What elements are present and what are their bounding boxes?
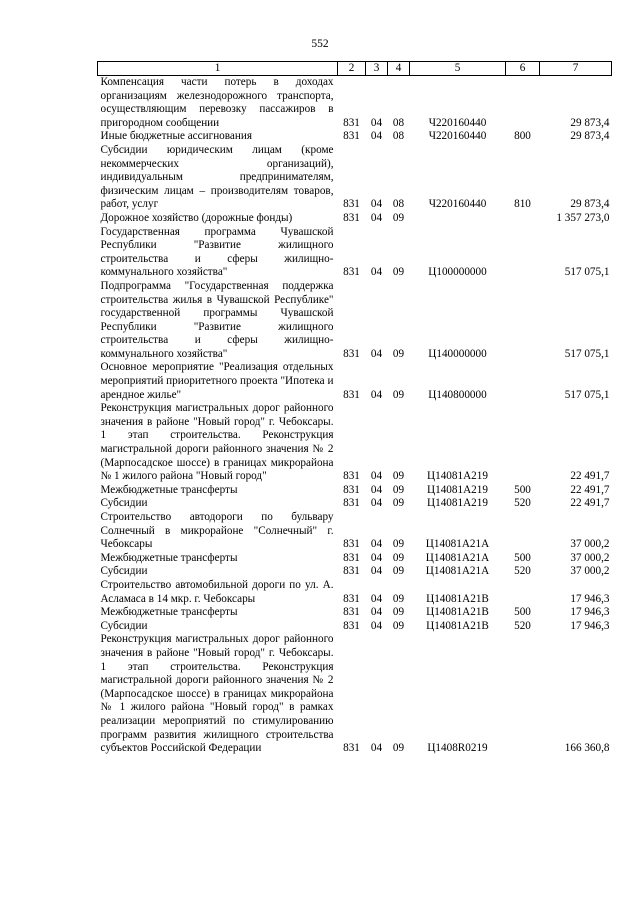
row-ministry-code: 831 [343, 551, 360, 564]
row-ministry-code: 831 [343, 538, 360, 551]
row-target-code: Ц14081А219 [427, 497, 488, 510]
row-expense-type: 500 [514, 606, 531, 619]
table-row [98, 606, 612, 620]
row-expense-type [506, 76, 540, 131]
row-name: Строительство автомобильной дороги по ул. А. Асламаса в 14 мкр. г. Чебоксары [100, 578, 334, 605]
row-section-code: 04 [370, 551, 383, 564]
col-header-3: 3 [366, 62, 388, 76]
row-subsection-code: 09 [392, 742, 405, 755]
row-ministry-code: 831 [343, 130, 360, 143]
row-expense-type [506, 402, 540, 484]
row-ministry-code: 831 [343, 211, 360, 224]
row-subsection-code: 09 [392, 538, 405, 551]
row-section-code: 04 [370, 565, 383, 578]
row-section-code: 04 [370, 470, 383, 483]
row-amount: 22 491,7 [570, 497, 610, 510]
row-section-code: 04 [370, 198, 383, 211]
row-ministry-code: 831 [343, 347, 360, 360]
col-header-2: 2 [338, 62, 366, 76]
row-section-code: 04 [370, 347, 383, 360]
row-expense-type [506, 280, 540, 362]
row-subsection-code: 08 [392, 130, 405, 143]
row-section-code: 04 [370, 592, 383, 605]
row-amount: 22 491,7 [570, 483, 610, 496]
row-name: Субсидии [100, 565, 148, 578]
table-row [98, 579, 612, 606]
table-row [98, 280, 612, 362]
row-amount: 37 000,2 [570, 538, 610, 551]
table-row [98, 484, 612, 498]
row-section-code: 04 [370, 388, 383, 401]
col-header-5: 5 [410, 62, 506, 76]
row-section-code: 04 [370, 619, 383, 632]
row-ministry-code: 831 [343, 198, 360, 211]
row-name: Строительство автодороги по бульвару Солнечный в микрорайоне "Солнечный" г. Чебоксары [100, 511, 334, 551]
row-expense-type: 500 [514, 551, 531, 564]
budget-table [97, 61, 612, 756]
row-subsection-code: 09 [392, 347, 405, 360]
row-target-code: Ц1408R0219 [427, 742, 488, 755]
row-target-code: Ц14081А219 [427, 470, 488, 483]
row-subsection-code: 09 [392, 619, 405, 632]
row-expense-type: 800 [514, 130, 531, 143]
row-subsection-code: 09 [392, 497, 405, 510]
row-ministry-code: 831 [343, 388, 360, 401]
table-row [98, 402, 612, 484]
table-row [98, 212, 612, 226]
row-expense-type: 520 [514, 497, 531, 510]
row-ministry-code: 831 [343, 606, 360, 619]
row-name: Реконструкция магистральных дорог районного значения в районе "Новый город" г. Чебоксары. 1 этап строительства. Реконструкция магистральной дороги районного значения № 2 (Марпосадское шоссе) в границах микрорайона № 1 жилого района "Новый город" [100, 402, 334, 483]
row-target-code: Ч220160440 [428, 116, 487, 129]
row-section-code: 04 [370, 497, 383, 510]
row-section-code: 04 [370, 266, 383, 279]
row-subsection-code: 08 [392, 198, 405, 211]
table-row [98, 565, 612, 579]
row-name: Субсидии юридическим лицам (кроме некоммерческих организаций), индивидуальным предпринимателям, физическим лицам – производителям товаров, работ, услуг [100, 143, 334, 211]
row-name: Межбюджетные трансферты [100, 483, 238, 496]
row-target-code: Ч220160440 [428, 130, 487, 143]
row-amount: 22 491,7 [570, 470, 610, 483]
row-amount: 37 000,2 [570, 551, 610, 564]
row-section-code: 04 [370, 116, 383, 129]
row-name: Межбюджетные трансферты [100, 551, 238, 564]
table-row [98, 511, 612, 552]
row-subsection-code: 09 [392, 470, 405, 483]
row-amount: 1 357 273,0 [556, 211, 610, 224]
row-target-code: Ц14081А219 [427, 483, 488, 496]
row-name: Компенсация части потерь в доходах организациям железнодорожного транспорта, осуществляющим перевозку пассажиров в пригородном сообщении [100, 76, 334, 129]
row-target-code [410, 212, 506, 226]
row-ministry-code: 831 [343, 619, 360, 632]
row-name: Основное мероприятие "Реализация отдельных мероприятий приоритетного проекта "Ипотека и арендное жилье" [100, 361, 334, 401]
row-ministry-code: 831 [343, 116, 360, 129]
row-section-code: 04 [370, 538, 383, 551]
row-ministry-code: 831 [343, 742, 360, 755]
table-header-row [98, 62, 612, 76]
table-row [98, 144, 612, 212]
row-ministry-code: 831 [343, 266, 360, 279]
row-subsection-code: 09 [392, 592, 405, 605]
row-section-code: 04 [370, 211, 383, 224]
table-row [98, 130, 612, 144]
row-amount: 29 873,4 [570, 116, 610, 129]
row-ministry-code: 831 [343, 497, 360, 510]
row-target-code: Ц14081А21А [425, 565, 490, 578]
col-header-4: 4 [388, 62, 410, 76]
row-expense-type [506, 212, 540, 226]
row-subsection-code: 09 [392, 388, 405, 401]
row-section-code: 04 [370, 742, 383, 755]
row-amount: 517 075,1 [564, 388, 610, 401]
page-number: 552 [311, 38, 329, 50]
row-name: Подпрограмма "Государственная поддержка строительства жилья в Чувашской Республике" государственной программы Чувашской Республики "Развитие жилищного строительства и сферы жилищно-коммунального хозяйства" [100, 279, 334, 360]
row-subsection-code: 09 [392, 565, 405, 578]
row-expense-type [506, 633, 540, 755]
table-row [98, 552, 612, 566]
row-amount: 517 075,1 [564, 266, 610, 279]
row-name: Иные бюджетные ассигнования [100, 130, 252, 143]
row-target-code: Ц100000000 [428, 266, 487, 279]
row-name: Дорожное хозяйство (дорожные фонды) [100, 211, 293, 224]
row-amount: 17 946,3 [570, 619, 610, 632]
table-row [98, 620, 612, 634]
row-target-code: Ц14081А21А [425, 551, 490, 564]
row-expense-type: 520 [514, 619, 531, 632]
table-row [98, 226, 612, 280]
row-subsection-code: 09 [392, 483, 405, 496]
row-subsection-code: 09 [392, 551, 405, 564]
table-row [98, 76, 612, 131]
row-target-code: Ч220160440 [428, 198, 487, 211]
row-name: Реконструкция магистральных дорог районного значения в районе "Новый город" г. Чебоксары. 1 этап строительства. Реконструкция магистральной дороги районного значения № 2 (Марпосадское шоссе) в границах микрорайона № 1 жилого района "Новый город" в рамках реализации мероприятий по стимулированию программ развития жилищного строительства субъектов Российской Федерации [100, 633, 334, 755]
row-target-code: Ц140000000 [428, 347, 487, 360]
table-row [98, 497, 612, 511]
row-expense-type: 810 [514, 198, 531, 211]
col-header-6: 6 [506, 62, 540, 76]
row-amount: 17 946,3 [570, 592, 610, 605]
row-name: Субсидии [100, 619, 148, 632]
table-row [98, 633, 612, 755]
row-ministry-code: 831 [343, 483, 360, 496]
row-expense-type [506, 226, 540, 280]
row-subsection-code: 09 [392, 606, 405, 619]
row-expense-type: 520 [514, 565, 531, 578]
row-amount: 166 360,8 [564, 742, 610, 755]
row-name: Субсидии [100, 497, 148, 510]
row-target-code: Ц14081А21В [426, 619, 489, 632]
row-amount: 29 873,4 [570, 130, 610, 143]
row-expense-type [506, 361, 540, 402]
row-section-code: 04 [370, 483, 383, 496]
col-header-1: 1 [98, 62, 338, 76]
row-target-code: Ц14081А21В [426, 606, 489, 619]
row-name: Межбюджетные трансферты [100, 606, 238, 619]
row-subsection-code: 09 [392, 211, 405, 224]
row-ministry-code: 831 [343, 565, 360, 578]
row-amount: 29 873,4 [570, 198, 610, 211]
row-ministry-code: 831 [343, 470, 360, 483]
row-expense-type [506, 511, 540, 552]
row-subsection-code: 09 [392, 266, 405, 279]
row-section-code: 04 [370, 130, 383, 143]
row-target-code: Ц14081А21А [425, 538, 490, 551]
row-target-code: Ц14081А21В [426, 592, 489, 605]
row-expense-type [506, 579, 540, 606]
row-expense-type: 500 [514, 483, 531, 496]
row-name: Государственная программа Чувашской Республики "Развитие жилищного строительства и сферы жилищно-коммунального хозяйства" [100, 225, 334, 279]
row-amount: 517 075,1 [564, 347, 610, 360]
col-header-7: 7 [540, 62, 612, 76]
row-target-code: Ц140800000 [428, 388, 487, 401]
row-amount: 37 000,2 [570, 565, 610, 578]
table-row [98, 361, 612, 402]
row-section-code: 04 [370, 606, 383, 619]
row-ministry-code: 831 [343, 592, 360, 605]
row-subsection-code: 08 [392, 116, 405, 129]
row-amount: 17 946,3 [570, 606, 610, 619]
